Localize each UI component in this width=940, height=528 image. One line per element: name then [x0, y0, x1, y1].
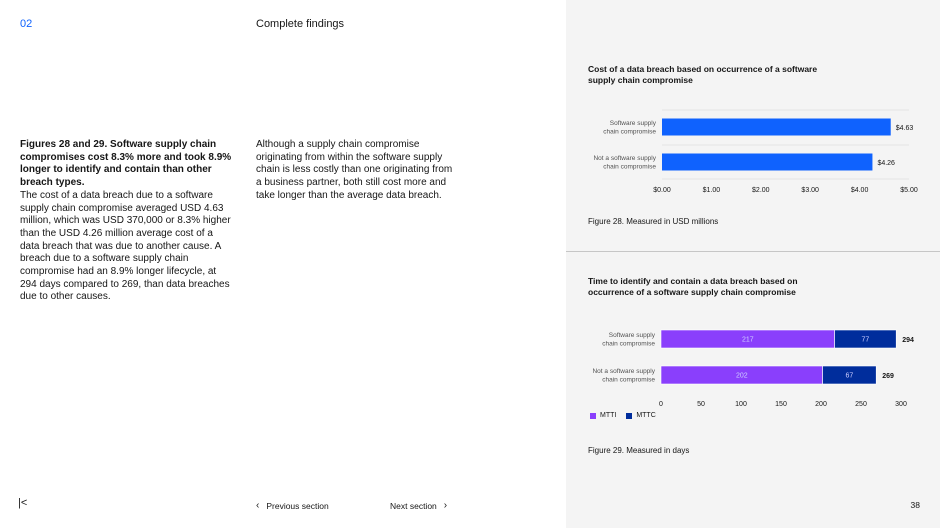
category-label: Software supply [609, 120, 656, 127]
chevron-left-icon: ‹ [256, 500, 260, 511]
figure28-title: Cost of a data breach based on occurrence of a software supply chain compromise [588, 64, 818, 85]
segment-value-label: 202 [735, 372, 748, 380]
category-label: chain compromise [602, 340, 655, 348]
lead-body: The cost of a data breach due to a software supply chain compromise averaged USD 4.63 million, which was USD 370,000 or 8.3% higher than the USD 4.26 million average cost of a data breach that was due to another cause. A breach due to a software supply chain compromise had an 8.9% longer lifecycle, at 294 days compared to 269, than data breaches due to other causes. [20, 189, 231, 303]
x-tick-label: 250 [855, 401, 867, 408]
x-tick-label: 50 [697, 401, 705, 408]
x-tick-label: 100 [735, 401, 747, 408]
bar-total-label: 294 [902, 337, 914, 344]
category-label: chain compromise [603, 128, 656, 136]
segment-value-label: 77 [861, 336, 870, 344]
category-label: Not a software supply [592, 368, 655, 375]
category-label: Not a software supply [593, 155, 656, 162]
bar-value-label: $4.63 [895, 125, 914, 132]
figure29-chart [566, 318, 940, 412]
x-tick-label: 300 [895, 401, 907, 408]
x-tick-label: $1.00 [702, 187, 721, 194]
segment-value-label: 67 [845, 372, 854, 380]
x-tick-label: 0 [659, 401, 663, 408]
bar [662, 154, 872, 171]
figure29-caption: Figure 29. Measured in days [588, 446, 690, 455]
first-page-icon[interactable]: |< [18, 497, 28, 509]
x-tick-label: $4.00 [850, 187, 869, 194]
legend-item-mtti [590, 412, 616, 419]
column2-paragraph: Although a supply chain compromise originating from within the software supply chain is less costly than one originating from a business partner, both still cost more and take longer than the average data breach. [256, 139, 453, 201]
legend-label-mttc: MTTC [636, 412, 656, 419]
next-section-link[interactable] [390, 500, 447, 511]
section-divider [566, 251, 940, 252]
next-section-label: Next section [390, 500, 437, 511]
figure28-caption: Figure 28. Measured in USD millions [588, 217, 719, 226]
x-tick-label: 200 [815, 401, 827, 408]
figure29-title: Time to identify and contain a data breach based on occurrence of a software supply chain compromise [588, 276, 798, 297]
legend-label-mtti: MTTI [600, 412, 617, 419]
previous-section-label: Previous section [266, 500, 329, 511]
bar [662, 119, 891, 136]
bar-total-label: 269 [882, 373, 894, 380]
segment-value-label: 217 [741, 336, 754, 344]
lead-heading: Figures 28 and 29. Software supply chain compromises cost 8.3% more and took 8.9% longer to identify and contain than other breach types. [20, 139, 232, 189]
lead-paragraph [20, 139, 232, 304]
section-number: 02 [20, 18, 33, 30]
figure28-chart [566, 95, 940, 200]
legend-swatch-mttc [626, 413, 632, 419]
section-title: Complete findings [256, 18, 345, 30]
x-tick-label: $0.00 [653, 187, 671, 194]
figure29-legend [590, 412, 656, 419]
x-tick-label: 150 [775, 401, 787, 408]
bar-value-label: $4.26 [877, 160, 895, 167]
legend-item-mttc [626, 412, 655, 419]
legend-swatch-mtti [590, 413, 596, 419]
category-label: Software supply [608, 332, 655, 339]
x-tick-label: $5.00 [900, 187, 918, 194]
category-label: chain compromise [603, 163, 656, 171]
page-number: 38 [910, 500, 920, 510]
category-label: chain compromise [602, 376, 655, 384]
chevron-right-icon: › [443, 500, 448, 511]
x-tick-label: $2.00 [752, 187, 770, 194]
previous-section-link[interactable] [256, 500, 329, 511]
x-tick-label: $3.00 [801, 187, 819, 194]
